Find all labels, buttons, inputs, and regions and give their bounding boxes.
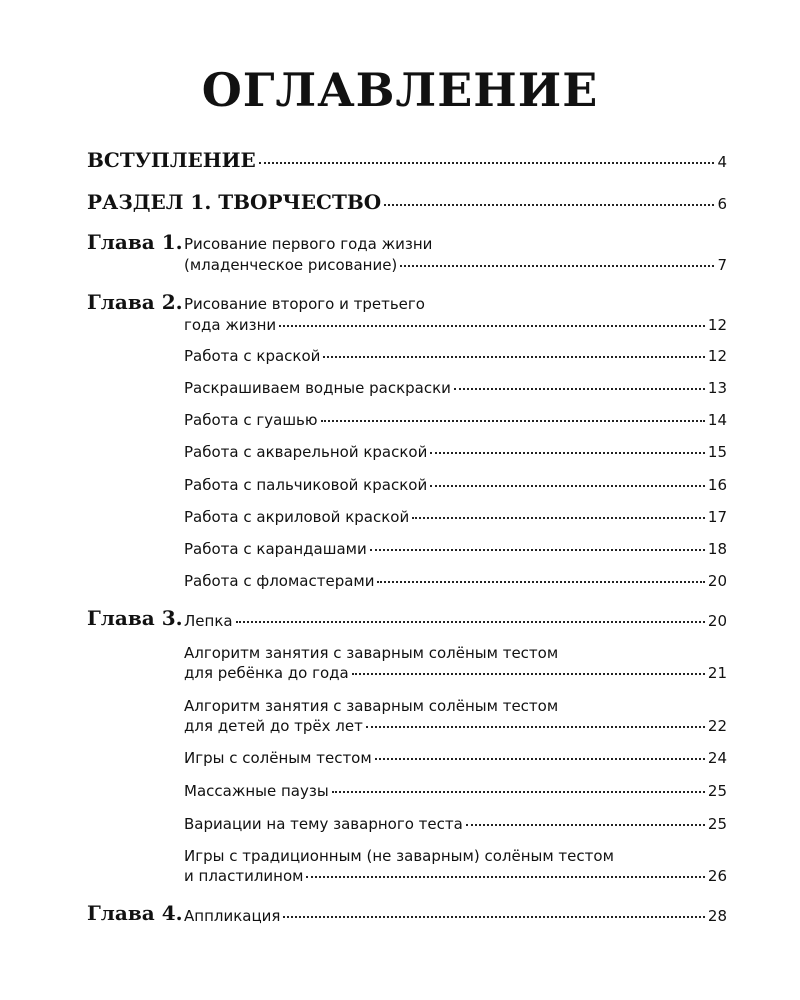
chapter-label: Глава 3. xyxy=(87,606,183,630)
entry-title: Работа с пальчиковой краской xyxy=(184,476,428,494)
entry-title-line: для детей до трёх лет xyxy=(184,717,363,735)
dot-leader xyxy=(430,451,705,454)
page-number: 26 xyxy=(707,867,727,885)
entry-title: Работа с краской xyxy=(184,347,321,365)
dot-leader xyxy=(283,915,704,918)
toc-entry[interactable] xyxy=(184,749,727,767)
page-number: 28 xyxy=(707,907,727,925)
page-number: 21 xyxy=(707,664,727,682)
toc-section-part1[interactable] xyxy=(87,190,727,216)
dot-leader xyxy=(375,757,705,760)
toc-chapter-1[interactable] xyxy=(184,256,727,274)
entry-title-line: Алгоритм занятия с заварным солёным тестом xyxy=(184,697,559,715)
toc-chapter-4[interactable] xyxy=(184,907,727,925)
dot-leader xyxy=(466,823,705,826)
chapter-title-line: Рисование первого года жизни xyxy=(184,235,433,253)
entry-title: Вариации на тему заварного теста xyxy=(184,815,463,833)
dot-leader xyxy=(236,620,705,623)
dot-leader xyxy=(279,324,705,327)
chapter-label: Глава 4. xyxy=(87,901,183,925)
toc-entry[interactable] xyxy=(184,540,727,558)
toc-entry[interactable] xyxy=(184,664,727,682)
dot-leader xyxy=(332,790,705,793)
toc-entry[interactable] xyxy=(184,508,727,526)
entry-title: Массажные паузы xyxy=(184,782,329,800)
entry-title: Работа с акварельной краской xyxy=(184,443,428,461)
section-label: ВСТУПЛЕНИЕ xyxy=(87,148,256,172)
chapter-title: Лепка xyxy=(184,612,233,630)
dot-leader xyxy=(430,484,705,487)
chapter-title: Аппликация xyxy=(184,907,281,925)
toc-entry[interactable] xyxy=(184,411,727,429)
page-number: 25 xyxy=(707,782,727,800)
page-number: 25 xyxy=(707,815,727,833)
toc-entry[interactable] xyxy=(184,815,727,833)
entry-title: Работа с гуашью xyxy=(184,411,318,429)
chapter-title-line: года жизни xyxy=(184,316,277,334)
entry-title: Работа с карандашами xyxy=(184,540,367,558)
toc-entry[interactable] xyxy=(184,782,727,800)
dot-leader xyxy=(306,875,704,878)
toc-entry[interactable] xyxy=(184,443,727,461)
page-number: 20 xyxy=(707,572,727,590)
page-number: 12 xyxy=(707,316,727,334)
entry-title-line: и пластилином xyxy=(184,867,304,885)
page-number: 24 xyxy=(707,749,727,767)
entry-title: Игры с солёным тестом xyxy=(184,749,372,767)
dot-leader xyxy=(352,672,705,675)
page-number: 18 xyxy=(707,540,727,558)
entry-title-line: Алгоритм занятия с заварным солёным тестом xyxy=(184,644,559,662)
dot-leader xyxy=(454,387,705,390)
dot-leader xyxy=(370,548,705,551)
toc-entry[interactable] xyxy=(184,379,727,397)
dot-leader xyxy=(412,516,705,519)
page-number: 22 xyxy=(707,717,727,735)
toc-chapter-2[interactable] xyxy=(184,316,727,334)
dot-leader xyxy=(400,264,714,267)
page-number: 17 xyxy=(707,508,727,526)
page-number: 16 xyxy=(707,476,727,494)
page-number: 14 xyxy=(707,411,727,429)
dot-leader xyxy=(377,580,704,583)
chapter-label: Глава 1. xyxy=(87,230,183,254)
page-number: 12 xyxy=(707,347,727,365)
dot-leader xyxy=(259,161,715,164)
dot-leader xyxy=(323,355,705,358)
entry-title: Раскрашиваем водные раскраски xyxy=(184,379,451,397)
page-number: 20 xyxy=(707,612,727,630)
page-number: 4 xyxy=(717,153,727,171)
toc-entry[interactable] xyxy=(184,867,727,885)
entry-title-line: для ребёнка до года xyxy=(184,664,349,682)
page-number: 13 xyxy=(707,379,727,397)
entry-title: Работа с акриловой краской xyxy=(184,508,410,526)
section-label: РАЗДЕЛ 1. ТВОРЧЕСТВО xyxy=(87,190,382,214)
dot-leader xyxy=(384,203,714,206)
toc-entry[interactable] xyxy=(184,347,727,365)
toc-chapter-3[interactable] xyxy=(184,612,727,630)
toc-entry[interactable] xyxy=(184,717,727,735)
entry-title: Работа с фломастерами xyxy=(184,572,375,590)
dot-leader xyxy=(321,419,705,422)
page-number: 6 xyxy=(717,195,727,213)
toc-section-introduction[interactable] xyxy=(87,148,727,174)
entry-title-line: Игры с традиционным (не заварным) солёным тестом xyxy=(184,847,614,865)
toc-entry[interactable] xyxy=(184,476,727,494)
dot-leader xyxy=(366,725,705,728)
toc-entry[interactable] xyxy=(184,572,727,590)
page-number: 15 xyxy=(707,443,727,461)
page-title: ОГЛАВЛЕНИЕ xyxy=(201,63,599,117)
chapter-label: Глава 2. xyxy=(87,290,183,314)
page-number: 7 xyxy=(717,256,727,274)
chapter-title-line: Рисование второго и третьего xyxy=(184,295,425,313)
chapter-title-line: (младенческое рисование) xyxy=(184,256,398,274)
